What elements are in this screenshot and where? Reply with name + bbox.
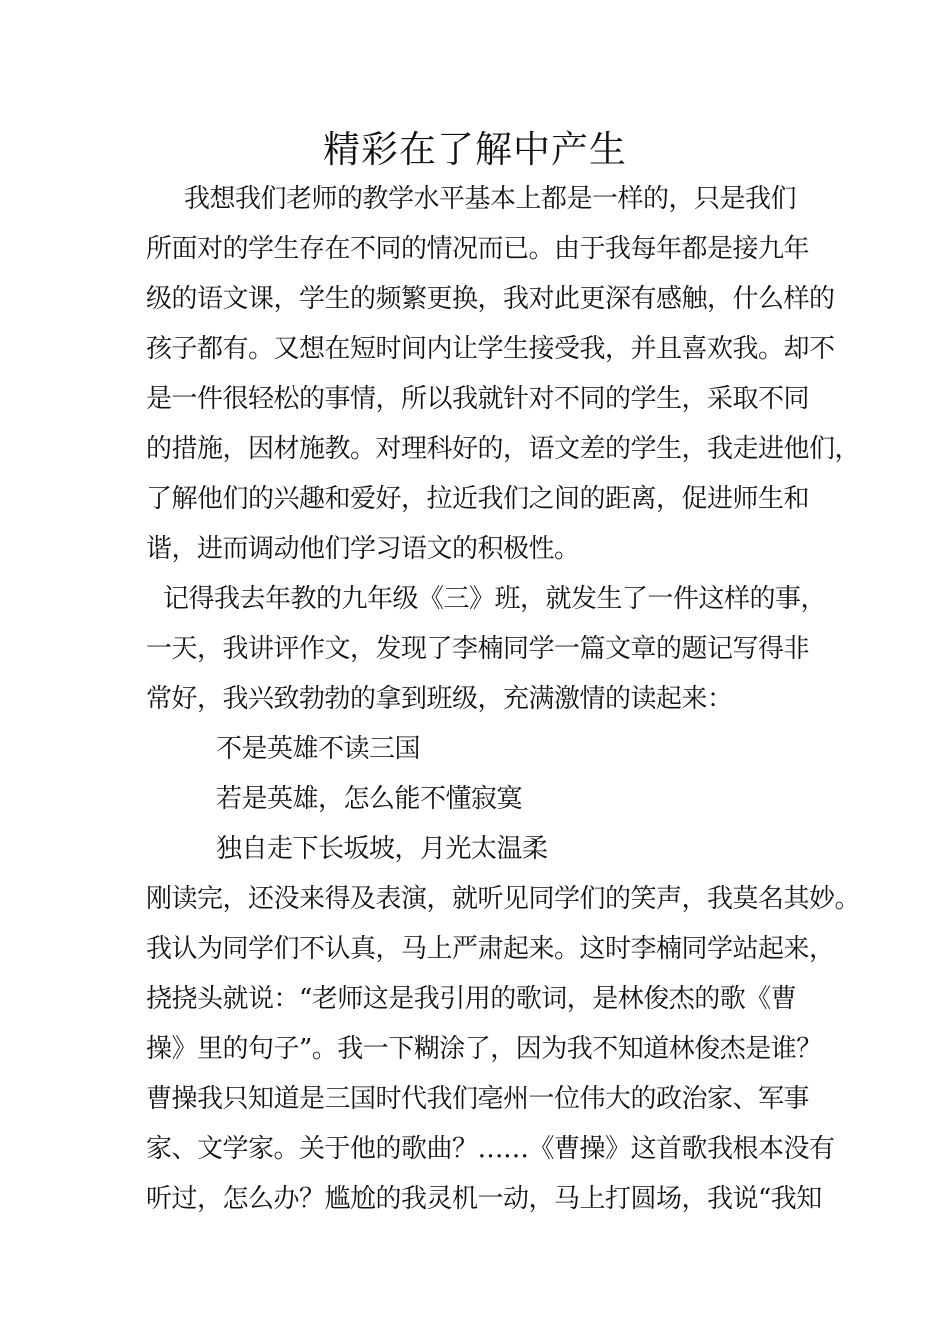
paragraph-line: 我认为同学们不认真，马上严肃起来。这时李楠同学站起来， (146, 934, 835, 964)
paragraph-line: 的措施，因材施教。对理科好的，语文差的学生，我走进他们， (146, 434, 861, 464)
paragraph-line: 一天，我讲评作文，发现了李楠同学一篇文章的题记写得非 (146, 634, 810, 664)
paragraph-line: 刚读完，还没来得及表演，就听见同学们的笑声，我莫名其妙。 (146, 884, 861, 914)
paragraph-line: 是一件很轻松的事情，所以我就针对不同的学生，采取不同 (146, 384, 810, 414)
paragraph-line: 级的语文课，学生的频繁更换，我对此更深有感触，什么样的 (146, 284, 835, 314)
paragraph-line: 了解他们的兴趣和爱好，拉近我们之间的距离，促进师生和 (146, 484, 810, 514)
paragraph-line: 家、文学家。关于他的歌曲？……《曹操》这首歌我根本没有 (146, 1134, 835, 1164)
paragraph-line: 记得我去年教的九年级《三》班，就发生了一件这样的事， (163, 584, 827, 614)
paragraph-line: 谐，进而调动他们学习语文的积极性。 (146, 534, 580, 564)
paragraph-line: 听过，怎么办？尴尬的我灵机一动，马上打圆场，我说“我知 (146, 1184, 822, 1214)
paragraph-line: 所面对的学生存在不同的情况而已。由于我每年都是接九年 (146, 234, 810, 264)
paragraph-line: 常好，我兴致勃勃的拿到班级，充满激情的读起来： (146, 684, 733, 714)
paragraph-line: 曹操我只知道是三国时代我们亳州一位伟大的政治家、军事 (146, 1084, 810, 1114)
paragraph-line: 操》里的句子”。我一下糊涂了，因为我不知道林俊杰是谁？ (146, 1034, 822, 1064)
poem-line: 独自走下长坂坡，月光太温柔 (216, 834, 548, 864)
poem-line: 若是英雄，怎么能不懂寂寞 (216, 784, 523, 814)
paragraph-line: 挠挠头就说：“老师这是我引用的歌词，是林俊杰的歌《曹 (146, 984, 797, 1014)
document-title: 精彩在了解中产生 (323, 128, 627, 171)
paragraph-line: 孩子都有。又想在短时间内让学生接受我，并且喜欢我。却不 (146, 334, 835, 364)
poem-line: 不是英雄不读三国 (216, 734, 421, 764)
paragraph-line: 我想我们老师的教学水平基本上都是一样的，只是我们 (184, 184, 797, 214)
